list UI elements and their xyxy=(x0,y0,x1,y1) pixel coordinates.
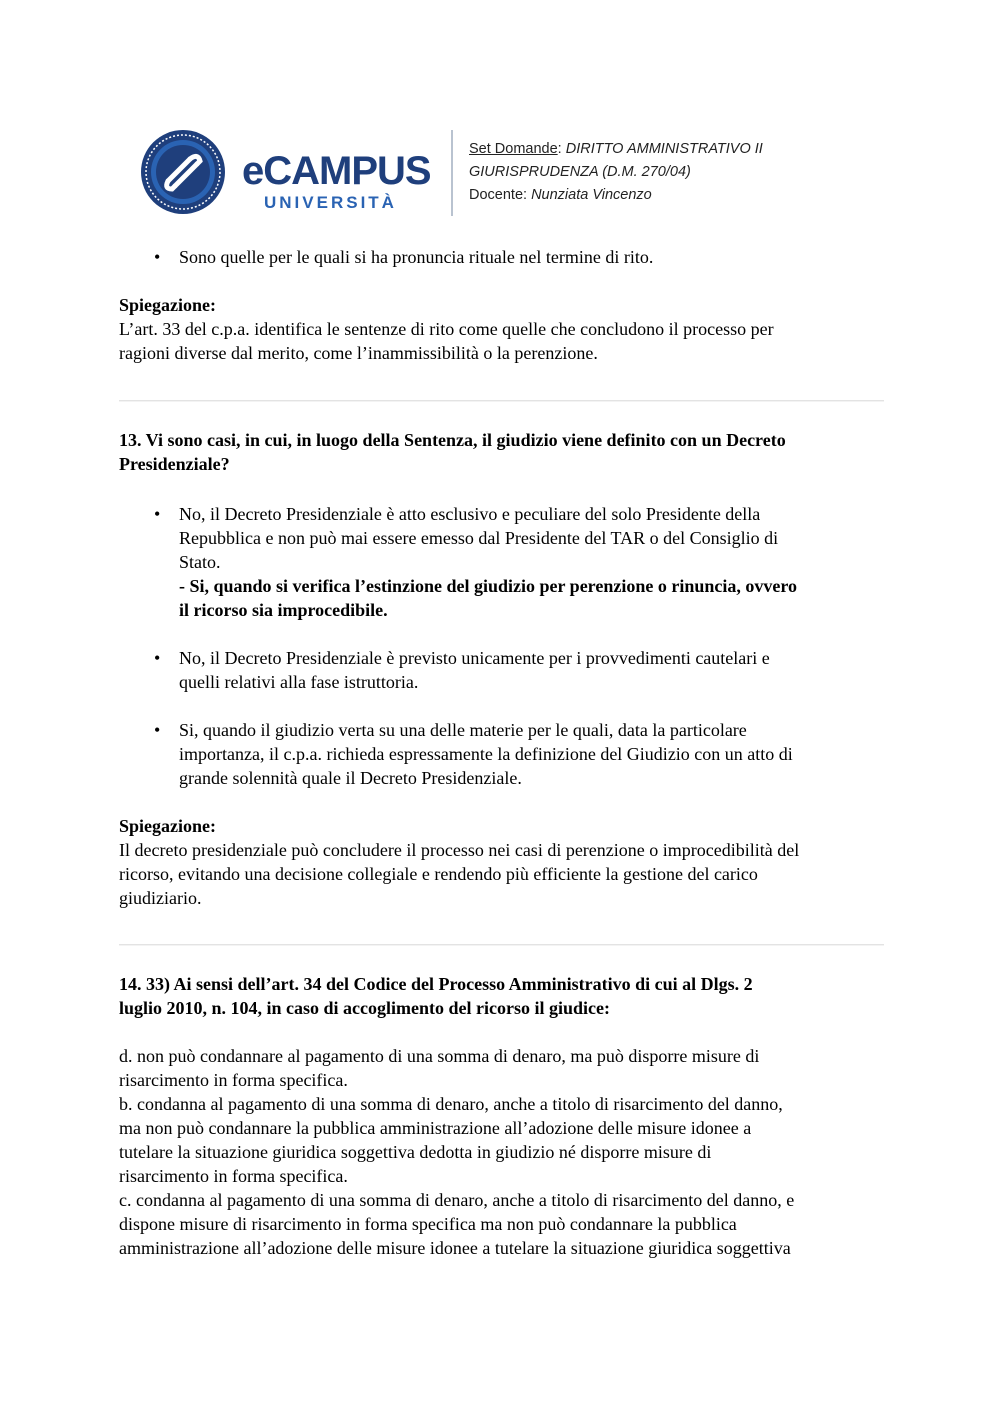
list-item xyxy=(154,245,884,269)
page-header xyxy=(140,128,860,218)
explanation-line: ricorso, evitando una decisione collegiale e rendendo più efficiente la gestione del carico xyxy=(119,864,758,884)
answer-text: No, il Decreto Presidenziale è atto esclusivo e peculiare del solo Presidente della xyxy=(179,504,761,524)
option-b: tutelare la situazione giuridica soggettiva dedotta in giudizio né disporre misure di xyxy=(119,1142,712,1162)
explanation-line: Il decreto presidenziale può concludere il processo nei casi di perenzione o improcedibilità del xyxy=(119,840,800,860)
explanation-title: Spiegazione: xyxy=(119,816,216,836)
answer-text: No, il Decreto Presidenziale è previsto unicamente per i provvedimenti cautelari e xyxy=(179,648,770,668)
option-b: ma non può condannare la pubblica amministrazione all’adozione delle misure idonee a xyxy=(119,1118,752,1138)
option-d: risarcimento in forma specifica. xyxy=(119,1070,348,1090)
docente-label: Docente xyxy=(469,187,524,203)
set-value-1: DIRITTO AMMINISTRATIVO II xyxy=(565,141,763,157)
question-title: Presidenziale? xyxy=(119,454,230,474)
question-title: 14. 33) Ai sensi dell’art. 34 del Codice del Processo Amministrativo di cui al Dlgs. 2 xyxy=(119,974,753,994)
set-value-2: GIURISPRUDENZA (D.M. 270/04) xyxy=(469,164,691,180)
set-label: Set Domande xyxy=(469,141,558,157)
course-info xyxy=(469,138,869,207)
answer-text: Stato. xyxy=(179,552,221,572)
explanation-title: Spiegazione: xyxy=(119,295,216,315)
correct-answer: - Si, quando si verifica l’estinzione del giudizio per perenzione o rinuncia, ovvero xyxy=(179,576,798,596)
bullet: • xyxy=(154,648,161,668)
bullet: • xyxy=(154,720,161,740)
answer-text: Sono quelle per le quali si ha pronuncia rituale nel termine di rito. xyxy=(179,247,654,267)
option-b: b. condanna al pagamento di una somma di denaro, anche a titolo di risarcimento del danno, xyxy=(119,1094,783,1114)
university-seal-icon xyxy=(140,129,226,215)
bullet: • xyxy=(154,504,161,524)
list-item xyxy=(154,718,884,790)
header-divider xyxy=(451,130,453,216)
answer-text: Repubblica e non può mai essere emesso dal Presidente del TAR o del Consiglio di xyxy=(179,528,779,548)
answer-list xyxy=(119,502,884,790)
explanation-line: ragioni diverse dal merito, come l’inammissibilità o la perenzione. xyxy=(119,343,598,363)
explanation-line: L’art. 33 del c.p.a. identifica le sentenze di rito come quelle che concludono il processo per xyxy=(119,319,774,339)
option-c: c. condanna al pagamento di una somma di denaro, anche a titolo di risarcimento del danno, e xyxy=(119,1190,795,1210)
docente-value: Nunziata Vincenzo xyxy=(531,187,652,203)
answer-text: grande solennità quale il Decreto Presidenziale. xyxy=(179,768,522,788)
question-title: 13. Vi sono casi, in cui, in luogo della Sentenza, il giudizio viene definito con un Decreto xyxy=(119,430,786,450)
explanation-line: giudiziario. xyxy=(119,888,202,908)
option-c: amministrazione all’adozione delle misure idonee a tutelare la situazione giuridica soggettiva xyxy=(119,1238,791,1258)
ecampus-wordmark xyxy=(242,148,438,214)
option-d: d. non può condannare al pagamento di una somma di denaro, ma può disporre misure di xyxy=(119,1046,760,1066)
correct-answer: il ricorso sia improcedibile. xyxy=(179,600,388,620)
question-title: luglio 2010, n. 104, in caso di accoglimento del ricorso il giudice: xyxy=(119,998,610,1018)
set-line-2 xyxy=(469,161,869,184)
list-item xyxy=(154,502,884,622)
logo-text: eCAMPUS xyxy=(242,149,431,193)
docente-sep: : xyxy=(523,187,532,203)
document-body xyxy=(119,245,884,1260)
answer-text: importanza, il c.p.a. richieda espressamente la definizione del Giudizio con un atto di xyxy=(179,744,793,764)
bullet: • xyxy=(154,247,161,267)
list-item xyxy=(154,646,884,694)
set-sep: : xyxy=(557,141,566,157)
logo-subtext: UNIVERSITÀ xyxy=(264,193,397,212)
ecampus-logo xyxy=(140,128,440,218)
option-c: dispone misure di risarcimento in forma specifica ma non può condannare la pubblica xyxy=(119,1214,737,1234)
answer-text: Si, quando il giudizio verta su una delle materie per le quali, data la particolare xyxy=(179,720,747,740)
docente-line xyxy=(469,184,869,207)
answer-text: quelli relativi alla fase istruttoria. xyxy=(179,672,419,692)
set-line xyxy=(469,138,869,161)
answer-list xyxy=(119,245,884,269)
option-b: risarcimento in forma specifica. xyxy=(119,1166,348,1186)
